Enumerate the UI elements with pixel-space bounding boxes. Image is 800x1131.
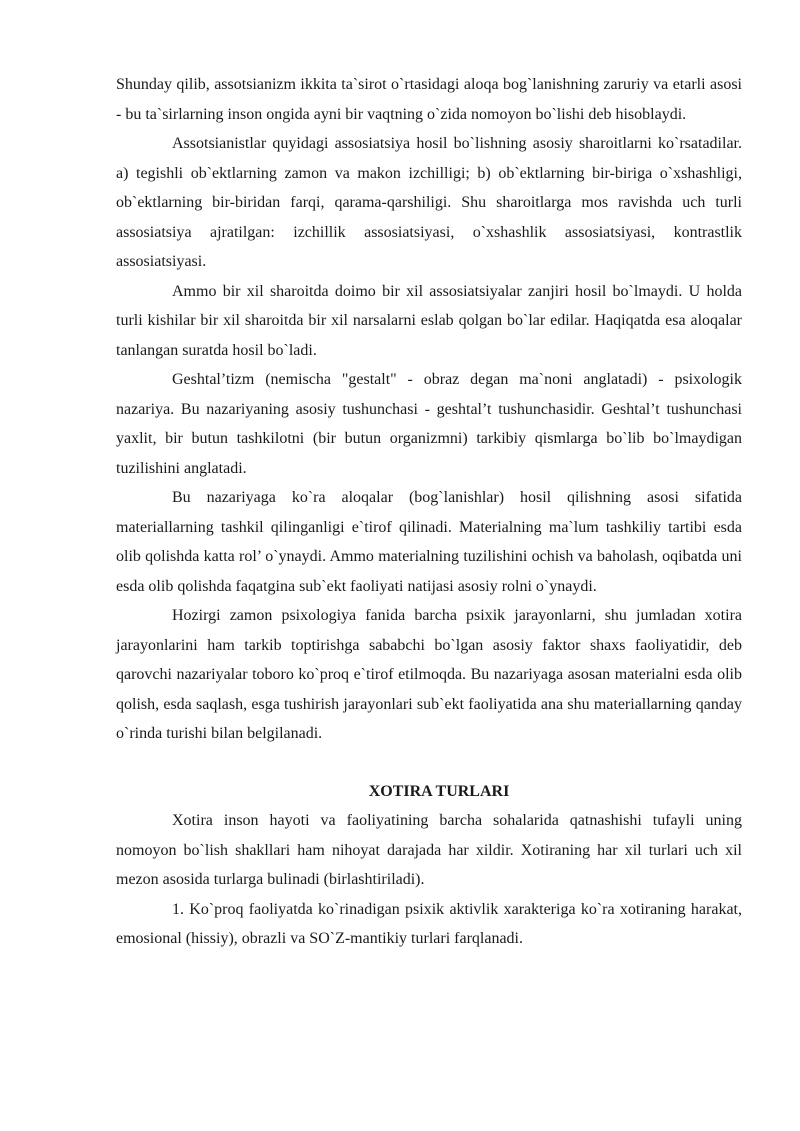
paragraph-assotsianizm-conclusion: Shunday qilib, assotsianizm ikkita ta`sirot o`rtasidagi aloqa bog`lanishning zaruriy va etarli asosi - bu ta`sirlarning inson ongida ayni bir vaqtning o`zida nomoyon bo`lishi deb hisoblaydi. <box>116 76 742 123</box>
paragraph-association-selection: Ammo bir xil sharoitda doimo bir xil assosiatsiyalar zanjiri hosil bo`lmaydi. U holda turli kishilar bir xil sharoitda bir xil narsalarni eslab qolgan bo`lar edilar. Haqiqatda esa aloqalar tanlangan suratda hosil bo`ladi. <box>116 282 742 359</box>
paragraph-activity-theory: Hozirgi zamon psixologiya fanida barcha psixik jarayonlarni, shu jumladan xotira jarayonlarini ham tarkib toptirishga sababchi bo`lgan asosiy faktor shaxs faoliyatidir, deb qarovchi nazariyalar toboro ko`proq e`tirof etilmoqda. Bu nazariyaga asosan materialni esda olib qolish, esda saqlash, esga tushirish jarayonlari sub`ekt faoliyatida ana shu materiallarning qanday o`rinda turishi bilan belgilanadi. <box>116 607 742 742</box>
paragraph-material-organization: Bu nazariyaga ko`ra aloqalar (bog`lanishlar) hosil qilishning asosi sifatida materiallarning tashkil qilinganligi e`tirof qilinadi. Materialning ma`lum tashkiliy tartibi esda olib qolishda katta rol’ o`ynaydi. Ammo materialning tuzilishini ochish va baholash, oqibatda uni esda olib qolishda faqatgina sub`ekt faoliyati natijasi asosiy rolni o`ynaydi. <box>116 489 742 595</box>
paragraph-gestalt-theory: Geshtal’tizm (nemischa "gestalt" - obraz degan ma`noni anglatadi) - psixologik nazariya. Bu nazariyaning asosiy tushunchasi - geshtal’t tushunchasidir. Geshtal’t tushunchasi yaxlit, bir butun tashkilotni (bir butun organizmni) tarkibiy qismlarga bo`lib bo`lmaydigan tuzilishini anglatadi. <box>116 371 742 477</box>
paragraph-association-conditions: Assotsianistlar quyidagi assosiatsiya hosil bo`lishning asosiy sharoitlarni ko`rsatadilar. a) tegishli ob`ektlarning zamon va makon izchilligi; b) ob`ektlarning bir-biriga o`xshashligi, ob`ektlarning bir-biridan farqi, qarama-qarshiligi. Shu sharoitlarga mos ravishda uch turli assosiatsiya ajratilgan: izchillik assosiatsiyasi, o`xshashlik assosiatsiyasi, kontrastlik assosiatsiyasi. <box>116 135 742 270</box>
paragraph-memory-types-list: 1. Ko`proq faoliyatda ko`rinadigan psixik aktivlik xarakteriga ko`ra xotiraning harakat, emosional (hissiy), obrazli va SO`Z-mantikiy turlari farqlanadi. <box>116 900 742 947</box>
section-heading: XOTIRA TURLARI <box>368 782 510 800</box>
paragraph-memory-forms: Xotira inson hayoti va faoliyatining barcha sohalarida qatnashishi tufayli uning nomoyon bo`lish shakllari ham nihoyat darajada har xildir. Xotiraning har xil turlari uch xil mezon asosida turlarga bulinadi (birlashtiriladi). <box>116 812 742 888</box>
